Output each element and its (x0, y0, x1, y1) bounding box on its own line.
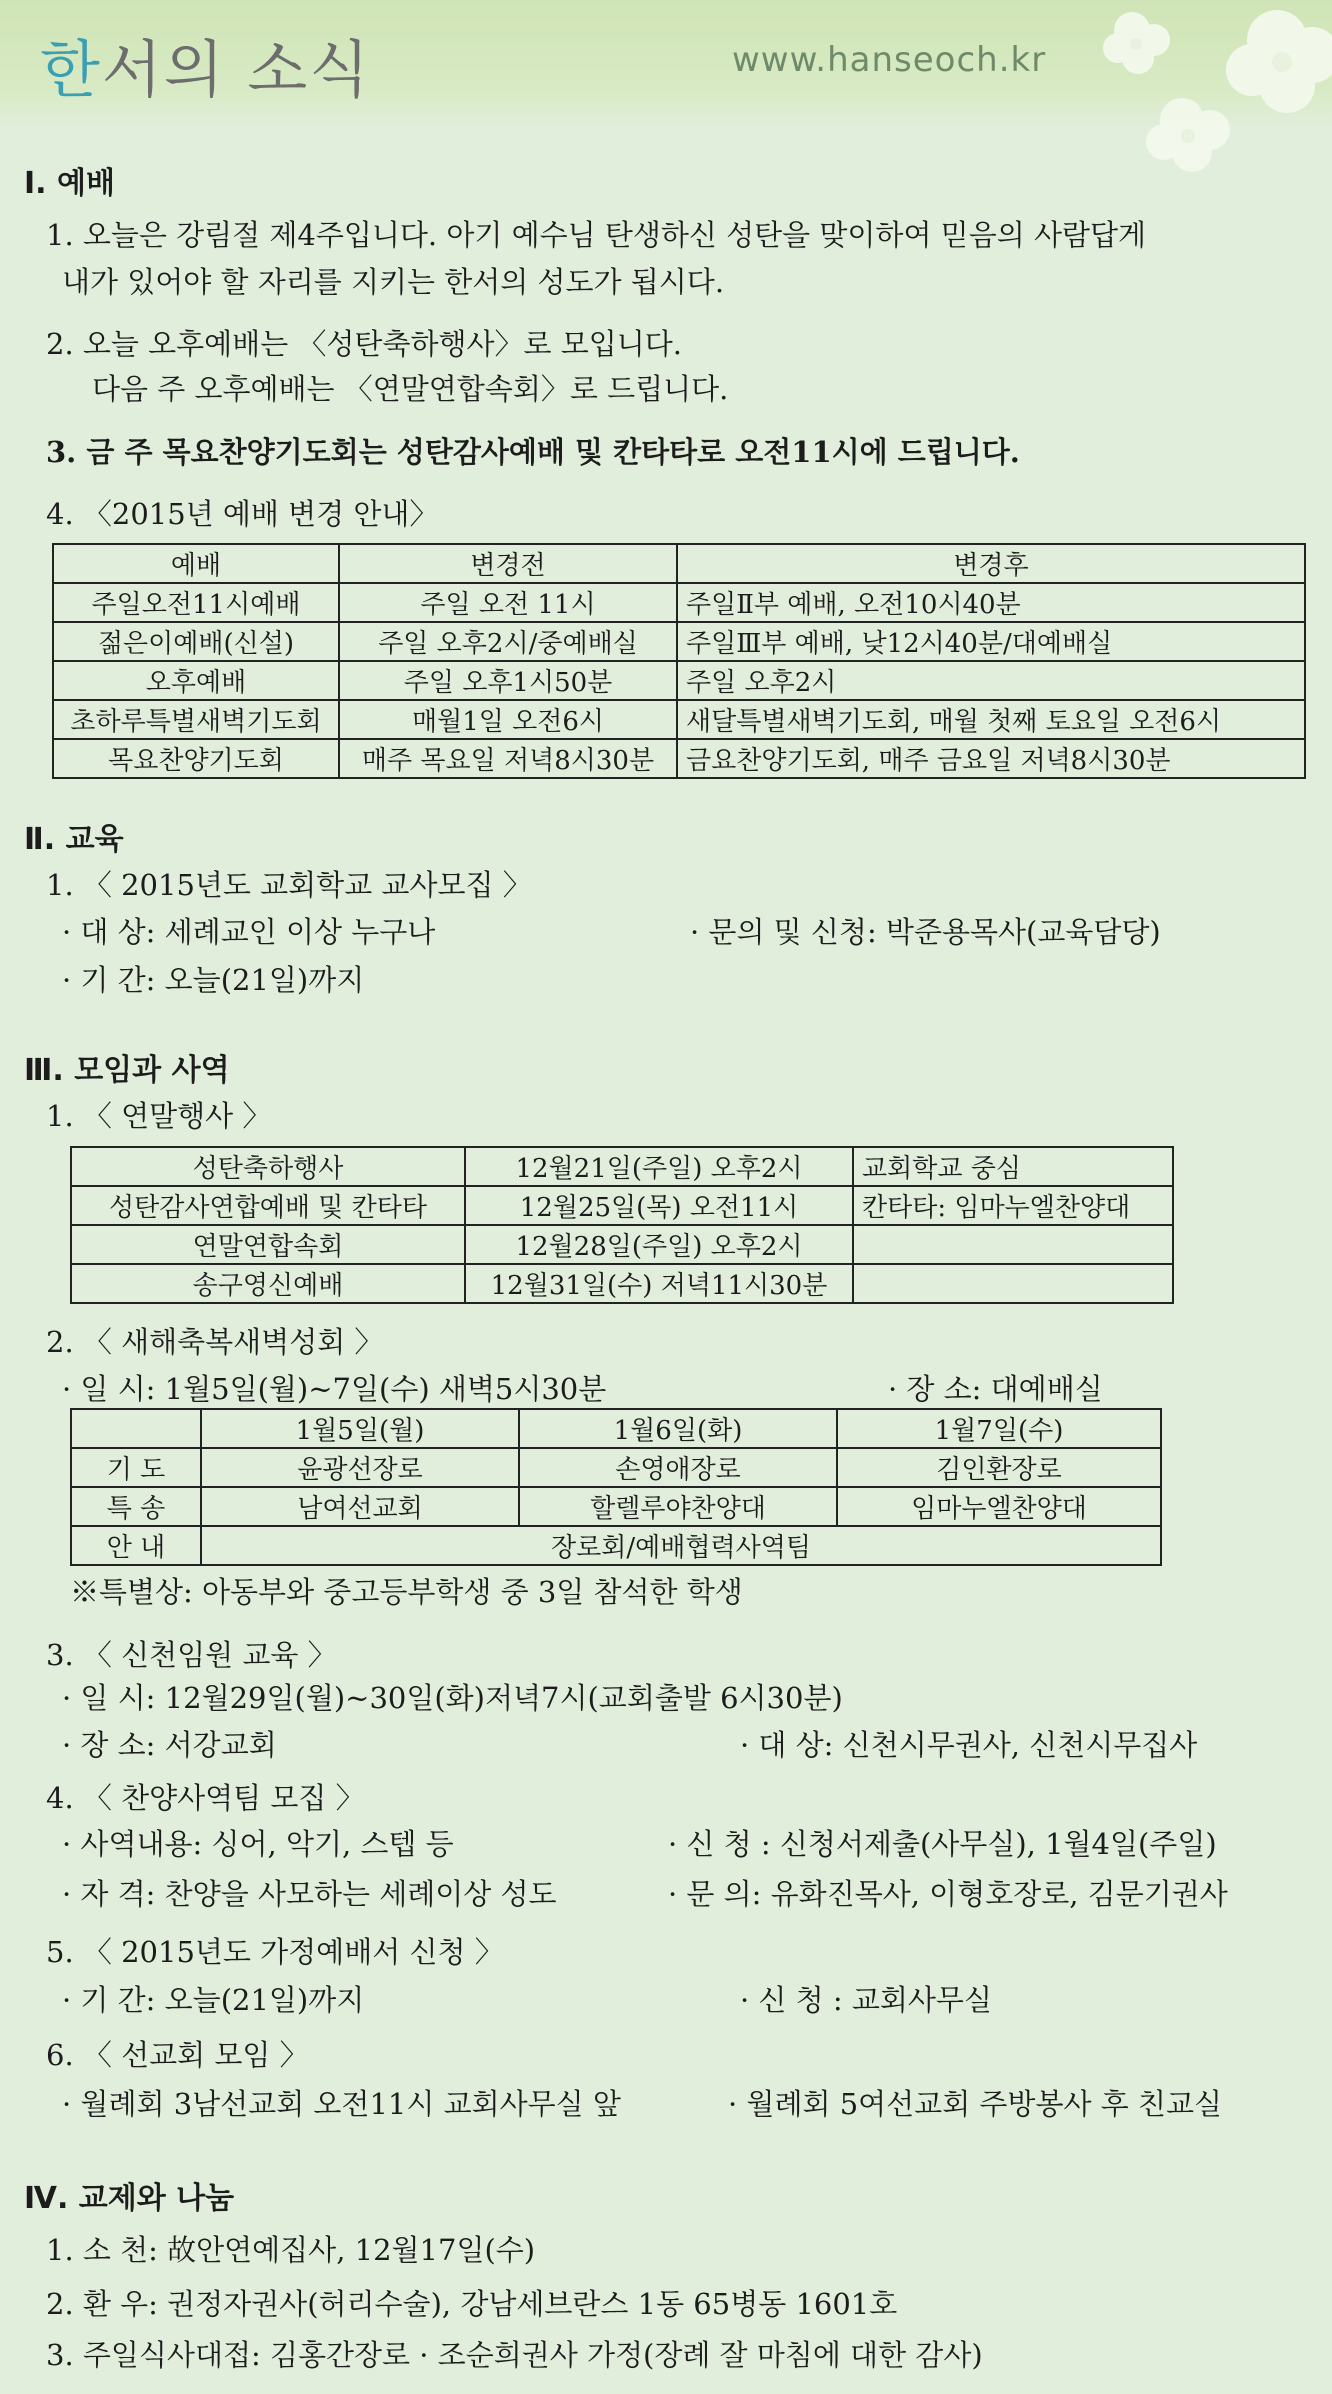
worship-item-1-line-2: 내가 있어야 할 자리를 지키는 한서의 성도가 됩시다. (62, 265, 725, 299)
family-worship-period: · 기 간: 오늘(21일)까지 (62, 1983, 365, 2017)
table-header: 변경전 (339, 544, 677, 583)
worship-change-table (52, 543, 1306, 779)
fellowship-item-1: 1. 소 천: 故안연예집사, 12월17일(수) (46, 2233, 536, 2267)
table-cell: 매월1일 오전6시 (339, 700, 677, 739)
table-row (53, 700, 1305, 739)
year-end-events-table (70, 1146, 1174, 1304)
table-cell: 매주 목요일 저녁8시30분 (339, 739, 677, 778)
table-row (71, 1264, 1173, 1303)
education-item-1: 1. 〈 2015년도 교회학교 교사모집 〉 (46, 868, 532, 902)
dawn-service-place: · 장 소: 대예배실 (888, 1372, 1103, 1406)
table-cell: 12월28일(주일) 오후2시 (465, 1225, 853, 1264)
table-row (53, 739, 1305, 778)
table-cell: 교회학교 중심 (853, 1147, 1173, 1186)
table-row (71, 1487, 1161, 1526)
table-row (53, 583, 1305, 622)
gatherings-item-5: 5. 〈 2015년도 가정예배서 신청 〉 (46, 1935, 504, 1969)
table-cell: 목요찬양기도회 (53, 739, 339, 778)
officer-training-target: · 대 상: 신천시무권사, 신천시무집사 (740, 1728, 1198, 1762)
gatherings-item-4: 4. 〈 찬양사역팀 모집 〉 (46, 1781, 365, 1815)
table-cell: 주일 오후2시 (677, 661, 1305, 700)
table-row (71, 1225, 1173, 1264)
table-cell: 기 도 (71, 1448, 201, 1487)
table-cell: 성탄감사연합예배 및 칸타타 (71, 1186, 465, 1225)
table-cell: 새달특별새벽기도회, 매월 첫째 토요일 오전6시 (677, 700, 1305, 739)
section-fellowship-heading: Ⅳ. 교제와 나눔 (24, 2181, 235, 2216)
praise-team-content: · 사역내용: 싱어, 악기, 스텝 등 (62, 1827, 454, 1861)
table-row (53, 661, 1305, 700)
worship-item-2-line-2: 다음 주 오후예배는 〈연말연합속회〉로 드립니다. (92, 372, 729, 406)
table-cell: 젊은이예배(신설) (53, 622, 339, 661)
gatherings-item-3: 3. 〈 신천임원 교육 〉 (46, 1638, 337, 1672)
family-worship-apply: · 신 청 : 교회사무실 (740, 1983, 992, 2017)
table-cell: 주일 오후1시50분 (339, 661, 677, 700)
gatherings-item-2: 2. 〈 새해축복새벽성회 〉 (46, 1325, 384, 1359)
table-header: 1월7일(수) (837, 1409, 1161, 1448)
fellowship-item-3: 3. 주일식사대접: 김홍간장로 · 조순희권사 가정(장례 잘 마침에 대한 감사) (46, 2338, 983, 2372)
table-row (71, 1526, 1161, 1565)
table-cell: 주일Ⅲ부 예배, 낮12시40분/대예배실 (677, 622, 1305, 661)
section-gatherings-heading: Ⅲ. 모임과 사역 (24, 1053, 230, 1088)
table-cell: 초하루특별새벽기도회 (53, 700, 339, 739)
mission-meeting-women: · 월례회 5여선교회 주방봉사 후 친교실 (728, 2087, 1222, 2121)
table-cell: 윤광선장로 (201, 1448, 519, 1487)
table-header: 1월6일(화) (519, 1409, 837, 1448)
newsletter-title: 한서의 소식 (40, 33, 372, 106)
education-period: · 기 간: 오늘(21일)까지 (62, 963, 365, 997)
table-cell: 장로회/예배협력사역팀 (201, 1526, 1161, 1565)
worship-item-1-line-1: 1. 오늘은 강림절 제4주입니다. 아기 예수님 탄생하신 성탄을 맞이하여 믿음의 사람답게 (46, 218, 1146, 252)
table-header (71, 1409, 201, 1448)
table-cell: 오후예배 (53, 661, 339, 700)
praise-team-contact: · 문 의: 유화진목사, 이형호장로, 김문기권사 (668, 1877, 1228, 1911)
website-url: www.hanseoch.kr (732, 40, 1047, 80)
section-education-heading: Ⅱ. 교육 (24, 822, 124, 857)
table-cell: 주일오전11시예배 (53, 583, 339, 622)
worship-item-2-line-1: 2. 오늘 오후예배는 〈성탄축하행사〉로 모입니다. (46, 327, 683, 361)
gatherings-item-6: 6. 〈 선교회 모임 〉 (46, 2038, 309, 2072)
education-target: · 대 상: 세례교인 이상 누구나 (62, 915, 436, 949)
dawn-service-time: · 일 시: 1월5일(월)~7일(수) 새벽5시30분 (62, 1372, 607, 1406)
praise-team-apply: · 신 청 : 신청서제출(사무실), 1월4일(주일) (668, 1827, 1217, 1861)
dawn-service-schedule-table (70, 1408, 1162, 1566)
table-row (53, 622, 1305, 661)
mission-meeting-men: · 월례회 3남선교회 오전11시 교회사무실 앞 (62, 2087, 621, 2121)
table-header-row (53, 544, 1305, 583)
table-cell: 12월25일(목) 오전11시 (465, 1186, 853, 1225)
table-cell: 성탄축하행사 (71, 1147, 465, 1186)
worship-item-3: 3. 금 주 목요찬양기도회는 성탄감사예배 및 칸타타로 오전11시에 드립니다. (46, 435, 1020, 469)
table-cell: 손영애장로 (519, 1448, 837, 1487)
officer-training-place: · 장 소: 서강교회 (62, 1728, 277, 1762)
table-cell: 주일 오전 11시 (339, 583, 677, 622)
table-header: 1월5일(월) (201, 1409, 519, 1448)
education-contact: · 문의 및 신청: 박준용목사(교육담당) (690, 915, 1161, 949)
table-cell: 주일Ⅱ부 예배, 오전10시40분 (677, 583, 1305, 622)
table-cell: 칸타타: 임마누엘찬양대 (853, 1186, 1173, 1225)
section-worship-heading: Ⅰ. 예배 (24, 166, 115, 201)
table-row (71, 1448, 1161, 1487)
table-cell: 주일 오후2시/중예배실 (339, 622, 677, 661)
table-cell: 할렐루야찬양대 (519, 1487, 837, 1526)
gatherings-item-1: 1. 〈 연말행사 〉 (46, 1099, 272, 1133)
table-row (71, 1186, 1173, 1225)
table-header: 예배 (53, 544, 339, 583)
table-cell: 송구영신예배 (71, 1264, 465, 1303)
fellowship-item-2: 2. 환 우: 권정자권사(허리수술), 강남세브란스 1동 65병동 1601호 (46, 2287, 898, 2321)
table-cell: 특 송 (71, 1487, 201, 1526)
clover-decoration-icon (1072, 0, 1332, 200)
table-cell: 금요찬양기도회, 매주 금요일 저녁8시30분 (677, 739, 1305, 778)
table-cell: 12월21일(주일) 오후2시 (465, 1147, 853, 1186)
worship-item-4: 4. 〈2015년 예배 변경 안내〉 (46, 497, 439, 531)
table-cell: 12월31일(수) 저녁11시30분 (465, 1264, 853, 1303)
table-cell: 남여선교회 (201, 1487, 519, 1526)
table-cell: 안 내 (71, 1526, 201, 1565)
table-cell (853, 1225, 1173, 1264)
table-row (71, 1147, 1173, 1186)
officer-training-time: · 일 시: 12월29일(월)~30일(화)저녁7시(교회출발 6시30분) (62, 1681, 843, 1715)
praise-team-qualification: · 자 격: 찬양을 사모하는 세례이상 성도 (62, 1877, 557, 1911)
table-cell: 김인환장로 (837, 1448, 1161, 1487)
table-cell: 연말연합속회 (71, 1225, 465, 1264)
newsletter-header (0, 0, 1332, 128)
table-header: 변경후 (677, 544, 1305, 583)
table-cell: 임마누엘찬양대 (837, 1487, 1161, 1526)
table-header-row (71, 1409, 1161, 1448)
table-cell (853, 1264, 1173, 1303)
special-award-note: ※특별상: 아동부와 중고등부학생 중 3일 참석한 학생 (70, 1575, 743, 1609)
